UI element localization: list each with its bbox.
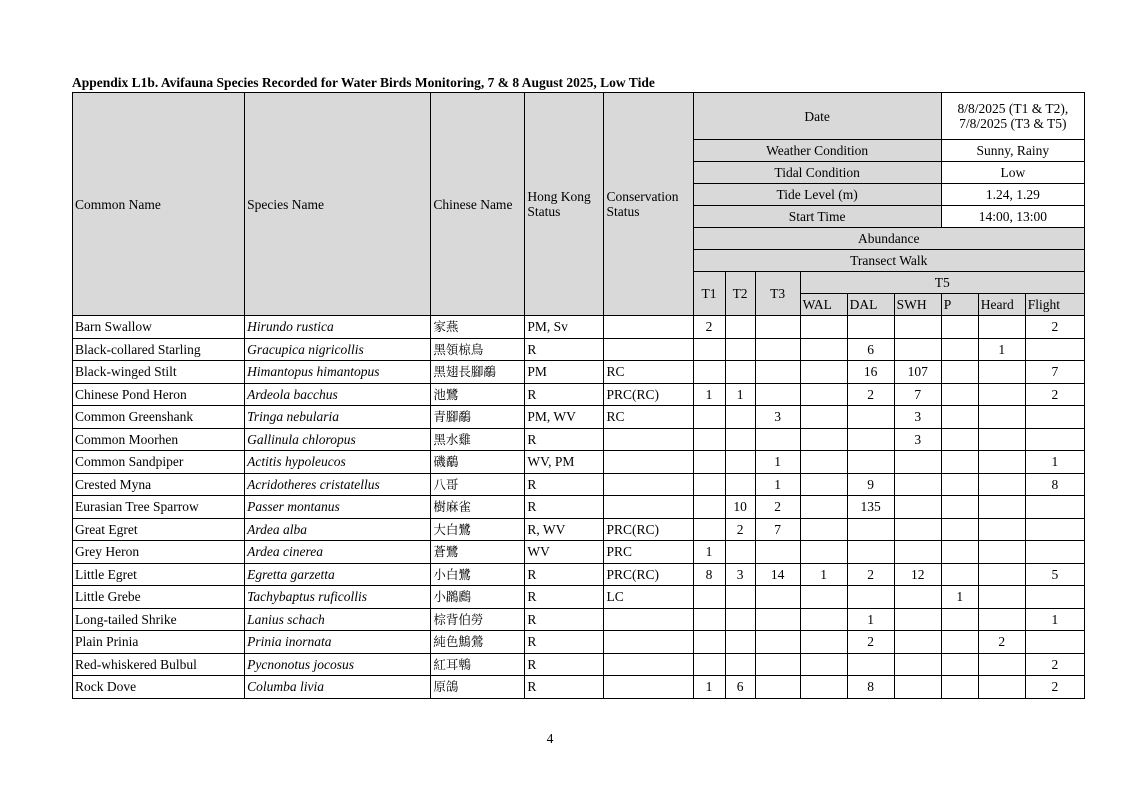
t2-count-cell: 3 [725,563,755,586]
t1-count-cell [693,361,725,384]
wal-count-cell [800,653,847,676]
wal-count-cell [800,631,847,654]
t1-count-cell [693,586,725,609]
dal-count-cell [847,586,894,609]
common-name-cell: Long-tailed Shrike [73,608,245,631]
flight-count-cell [1025,428,1084,451]
table-row [73,451,1085,474]
hk-status-cell: R [525,631,604,654]
header-conservation-status: Conservation Status [604,93,693,316]
flight-count-cell [1025,496,1084,519]
p-count-cell [941,563,978,586]
t3-count-cell [755,541,800,564]
table-row [73,631,1085,654]
hk-status-cell: R [525,383,604,406]
hk-status-cell: R [525,653,604,676]
conservation-status-cell: LC [604,586,693,609]
conservation-status-cell [604,653,693,676]
p-count-cell [941,383,978,406]
table-row [73,428,1085,451]
hk-status-cell: R, WV [525,518,604,541]
chinese-name-cell: 原鴿 [431,676,525,699]
t1-count-cell [693,406,725,429]
swh-count-cell [894,451,941,474]
species-name-cell: Ardeola bacchus [245,383,431,406]
common-name-cell: Rock Dove [73,676,245,699]
wal-count-cell [800,428,847,451]
t3-count-cell: 3 [755,406,800,429]
p-count-cell [941,338,978,361]
t1-count-cell [693,496,725,519]
flight-count-cell [1025,518,1084,541]
heard-count-cell [978,361,1025,384]
common-name-cell: Great Egret [73,518,245,541]
swh-count-cell: 7 [894,383,941,406]
flight-count-cell: 2 [1025,383,1084,406]
flight-count-cell: 2 [1025,676,1084,699]
wal-count-cell [800,608,847,631]
heard-count-cell [978,383,1025,406]
header-date-value: 8/8/2025 (T1 & T2), 7/8/2025 (T3 & T5) [941,93,1084,140]
p-count-cell [941,473,978,496]
table-row [73,653,1085,676]
common-name-cell: Barn Swallow [73,316,245,339]
t2-count-cell [725,653,755,676]
common-name-cell: Plain Prinia [73,631,245,654]
table-row [73,473,1085,496]
header-chinese-name: Chinese Name [431,93,525,316]
header-dal: DAL [847,294,894,316]
p-count-cell [941,631,978,654]
conservation-status-cell: PRC [604,541,693,564]
header-start-time-label: Start Time [693,206,941,228]
t3-count-cell [755,338,800,361]
species-name-cell: Gallinula chloropus [245,428,431,451]
chinese-name-cell: 磯鷸 [431,451,525,474]
chinese-name-cell: 樹麻雀 [431,496,525,519]
common-name-cell: Common Greenshank [73,406,245,429]
hk-status-cell: R [525,338,604,361]
avifauna-table [72,92,1085,699]
heard-count-cell [978,518,1025,541]
table-row [73,361,1085,384]
t3-count-cell [755,383,800,406]
t1-count-cell [693,631,725,654]
t1-count-cell: 2 [693,316,725,339]
flight-count-cell: 1 [1025,451,1084,474]
t3-count-cell: 1 [755,451,800,474]
header-heard: Heard [978,294,1025,316]
common-name-cell: Common Sandpiper [73,451,245,474]
species-name-cell: Ardea alba [245,518,431,541]
dal-count-cell: 16 [847,361,894,384]
t2-count-cell [725,338,755,361]
dal-count-cell [847,653,894,676]
header-species-name: Species Name [245,93,431,316]
chinese-name-cell: 黑水雞 [431,428,525,451]
header-row-date [73,93,1085,140]
swh-count-cell [894,473,941,496]
conservation-status-cell [604,496,693,519]
flight-count-cell: 2 [1025,653,1084,676]
t1-count-cell: 8 [693,563,725,586]
swh-count-cell [894,586,941,609]
swh-count-cell [894,541,941,564]
common-name-cell: Common Moorhen [73,428,245,451]
table-row [73,586,1085,609]
chinese-name-cell: 大白鷺 [431,518,525,541]
conservation-status-cell [604,428,693,451]
swh-count-cell: 3 [894,428,941,451]
table-row [73,316,1085,339]
conservation-status-cell [604,631,693,654]
heard-count-cell [978,586,1025,609]
hk-status-cell: R [525,496,604,519]
flight-count-cell [1025,541,1084,564]
conservation-status-cell [604,608,693,631]
conservation-status-cell [604,451,693,474]
t1-count-cell [693,473,725,496]
conservation-status-cell [604,676,693,699]
dal-count-cell: 8 [847,676,894,699]
swh-count-cell [894,653,941,676]
dal-count-cell [847,451,894,474]
heard-count-cell [978,653,1025,676]
hk-status-cell: R [525,428,604,451]
p-count-cell [941,608,978,631]
species-name-cell: Columba livia [245,676,431,699]
dal-count-cell [847,406,894,429]
swh-count-cell [894,608,941,631]
hk-status-cell: R [525,473,604,496]
table-row [73,541,1085,564]
dal-count-cell [847,316,894,339]
header-start-time-value: 14:00, 13:00 [941,206,1084,228]
common-name-cell: Grey Heron [73,541,245,564]
wal-count-cell [800,676,847,699]
species-name-cell: Lanius schach [245,608,431,631]
conservation-status-cell [604,316,693,339]
swh-count-cell [894,518,941,541]
hk-status-cell: R [525,608,604,631]
t1-count-cell [693,451,725,474]
t3-count-cell: 1 [755,473,800,496]
dal-count-cell [847,428,894,451]
header-tidal-value: Low [941,162,1084,184]
species-name-cell: Tachybaptus ruficollis [245,586,431,609]
t2-count-cell [725,541,755,564]
swh-count-cell [894,631,941,654]
flight-count-cell: 5 [1025,563,1084,586]
t3-count-cell [755,608,800,631]
table-row [73,676,1085,699]
hk-status-cell: R [525,676,604,699]
p-count-cell [941,428,978,451]
dal-count-cell: 2 [847,563,894,586]
header-flight: Flight [1025,294,1084,316]
species-name-cell: Pycnonotus jocosus [245,653,431,676]
t1-count-cell [693,518,725,541]
header-tide-level-label: Tide Level (m) [693,184,941,206]
common-name-cell: Chinese Pond Heron [73,383,245,406]
flight-count-cell [1025,338,1084,361]
flight-count-cell: 8 [1025,473,1084,496]
dal-count-cell: 2 [847,631,894,654]
flight-count-cell [1025,631,1084,654]
t3-count-cell: 2 [755,496,800,519]
p-count-cell [941,496,978,519]
hk-status-cell: PM, Sv [525,316,604,339]
t2-count-cell: 2 [725,518,755,541]
table-row [73,383,1085,406]
common-name-cell: Little Egret [73,563,245,586]
t2-count-cell: 1 [725,383,755,406]
swh-count-cell [894,496,941,519]
header-wal: WAL [800,294,847,316]
wal-count-cell [800,361,847,384]
header-date-label: Date [693,93,941,140]
conservation-status-cell: PRC(RC) [604,563,693,586]
t3-count-cell [755,361,800,384]
t2-count-cell: 10 [725,496,755,519]
page-number: 4 [546,731,554,746]
heard-count-cell [978,563,1025,586]
appendix-title: Appendix L1b. Avifauna Species Recorded for Water Birds Monitoring, 7 & 8 August 2025, Low Tide [72,75,655,90]
swh-count-cell [894,676,941,699]
swh-count-cell [894,316,941,339]
dal-count-cell [847,518,894,541]
table-row [73,518,1085,541]
chinese-name-cell: 紅耳鵯 [431,653,525,676]
wal-count-cell [800,541,847,564]
p-count-cell [941,541,978,564]
dal-count-cell [847,541,894,564]
heard-count-cell [978,473,1025,496]
species-name-cell: Egretta garzetta [245,563,431,586]
t2-count-cell [725,473,755,496]
t3-count-cell [755,631,800,654]
p-count-cell [941,653,978,676]
header-weather-value: Sunny, Rainy [941,140,1084,162]
dal-count-cell: 2 [847,383,894,406]
common-name-cell: Crested Myna [73,473,245,496]
heard-count-cell [978,496,1025,519]
flight-count-cell [1025,586,1084,609]
t3-count-cell: 14 [755,563,800,586]
heard-count-cell: 1 [978,338,1025,361]
flight-count-cell: 7 [1025,361,1084,384]
swh-count-cell: 3 [894,406,941,429]
header-tide-level-value: 1.24, 1.29 [941,184,1084,206]
heard-count-cell [978,608,1025,631]
species-name-cell: Ardea cinerea [245,541,431,564]
hk-status-cell: WV, PM [525,451,604,474]
swh-count-cell: 107 [894,361,941,384]
t2-count-cell [725,631,755,654]
conservation-status-cell: PRC(RC) [604,518,693,541]
header-transect-walk: Transect Walk [693,250,1084,272]
chinese-name-cell: 黑領椋鳥 [431,338,525,361]
t1-count-cell: 1 [693,383,725,406]
wal-count-cell [800,586,847,609]
wal-count-cell [800,473,847,496]
chinese-name-cell: 棕背伯勞 [431,608,525,631]
header-swh: SWH [894,294,941,316]
p-count-cell [941,451,978,474]
table-row [73,338,1085,361]
wal-count-cell [800,496,847,519]
chinese-name-cell: 純色鷦鶯 [431,631,525,654]
header-t2: T2 [725,272,755,316]
heard-count-cell: 2 [978,631,1025,654]
t3-count-cell: 7 [755,518,800,541]
t2-count-cell [725,406,755,429]
heard-count-cell [978,406,1025,429]
t2-count-cell [725,361,755,384]
common-name-cell: Black-collared Starling [73,338,245,361]
t3-count-cell [755,316,800,339]
flight-count-cell: 2 [1025,316,1084,339]
hk-status-cell: R [525,563,604,586]
chinese-name-cell: 八哥 [431,473,525,496]
t1-count-cell [693,428,725,451]
species-name-cell: Gracupica nigricollis [245,338,431,361]
heard-count-cell [978,541,1025,564]
table-row [73,563,1085,586]
dal-count-cell: 6 [847,338,894,361]
wal-count-cell [800,383,847,406]
t2-count-cell [725,608,755,631]
dal-count-cell: 9 [847,473,894,496]
conservation-status-cell: PRC(RC) [604,383,693,406]
flight-count-cell: 1 [1025,608,1084,631]
swh-count-cell: 12 [894,563,941,586]
heard-count-cell [978,428,1025,451]
header-t5: T5 [800,272,1084,294]
species-name-cell: Passer montanus [245,496,431,519]
t1-count-cell: 1 [693,541,725,564]
t3-count-cell [755,586,800,609]
conservation-status-cell: RC [604,406,693,429]
t2-count-cell [725,451,755,474]
species-rows [73,316,1085,699]
t2-count-cell [725,586,755,609]
species-name-cell: Acridotheres cristatellus [245,473,431,496]
wal-count-cell [800,316,847,339]
species-name-cell: Himantopus himantopus [245,361,431,384]
t2-count-cell [725,316,755,339]
wal-count-cell [800,338,847,361]
hk-status-cell: PM [525,361,604,384]
chinese-name-cell: 黑翅長腳鷸 [431,361,525,384]
wal-count-cell: 1 [800,563,847,586]
wal-count-cell [800,406,847,429]
conservation-status-cell [604,473,693,496]
chinese-name-cell: 家燕 [431,316,525,339]
dal-count-cell: 135 [847,496,894,519]
chinese-name-cell: 小白鷺 [431,563,525,586]
t1-count-cell [693,338,725,361]
t3-count-cell [755,653,800,676]
flight-count-cell [1025,406,1084,429]
t1-count-cell [693,653,725,676]
t1-count-cell [693,608,725,631]
header-hk-status: Hong Kong Status [525,93,604,316]
dal-count-cell: 1 [847,608,894,631]
p-count-cell [941,361,978,384]
species-name-cell: Actitis hypoleucos [245,451,431,474]
p-count-cell: 1 [941,586,978,609]
header-p: P [941,294,978,316]
species-name-cell: Hirundo rustica [245,316,431,339]
common-name-cell: Eurasian Tree Sparrow [73,496,245,519]
table-row [73,496,1085,519]
header-abundance: Abundance [693,228,1084,250]
header-t3: T3 [755,272,800,316]
header-t1: T1 [693,272,725,316]
chinese-name-cell: 蒼鷺 [431,541,525,564]
chinese-name-cell: 小鸊鷉 [431,586,525,609]
chinese-name-cell: 青腳鷸 [431,406,525,429]
chinese-name-cell: 池鷺 [431,383,525,406]
t3-count-cell [755,676,800,699]
hk-status-cell: PM, WV [525,406,604,429]
p-count-cell [941,406,978,429]
t3-count-cell [755,428,800,451]
swh-count-cell [894,338,941,361]
p-count-cell [941,676,978,699]
common-name-cell: Little Grebe [73,586,245,609]
conservation-status-cell [604,338,693,361]
p-count-cell [941,518,978,541]
conservation-status-cell: RC [604,361,693,384]
p-count-cell [941,316,978,339]
heard-count-cell [978,451,1025,474]
table-row [73,406,1085,429]
header-weather-label: Weather Condition [693,140,941,162]
t2-count-cell: 6 [725,676,755,699]
hk-status-cell: R [525,586,604,609]
t2-count-cell [725,428,755,451]
heard-count-cell [978,316,1025,339]
common-name-cell: Red-whiskered Bulbul [73,653,245,676]
table-row [73,608,1085,631]
common-name-cell: Black-winged Stilt [73,361,245,384]
wal-count-cell [800,518,847,541]
header-tidal-label: Tidal Condition [693,162,941,184]
species-name-cell: Tringa nebularia [245,406,431,429]
wal-count-cell [800,451,847,474]
header-common-name: Common Name [73,93,245,316]
hk-status-cell: WV [525,541,604,564]
t1-count-cell: 1 [693,676,725,699]
heard-count-cell [978,676,1025,699]
species-name-cell: Prinia inornata [245,631,431,654]
